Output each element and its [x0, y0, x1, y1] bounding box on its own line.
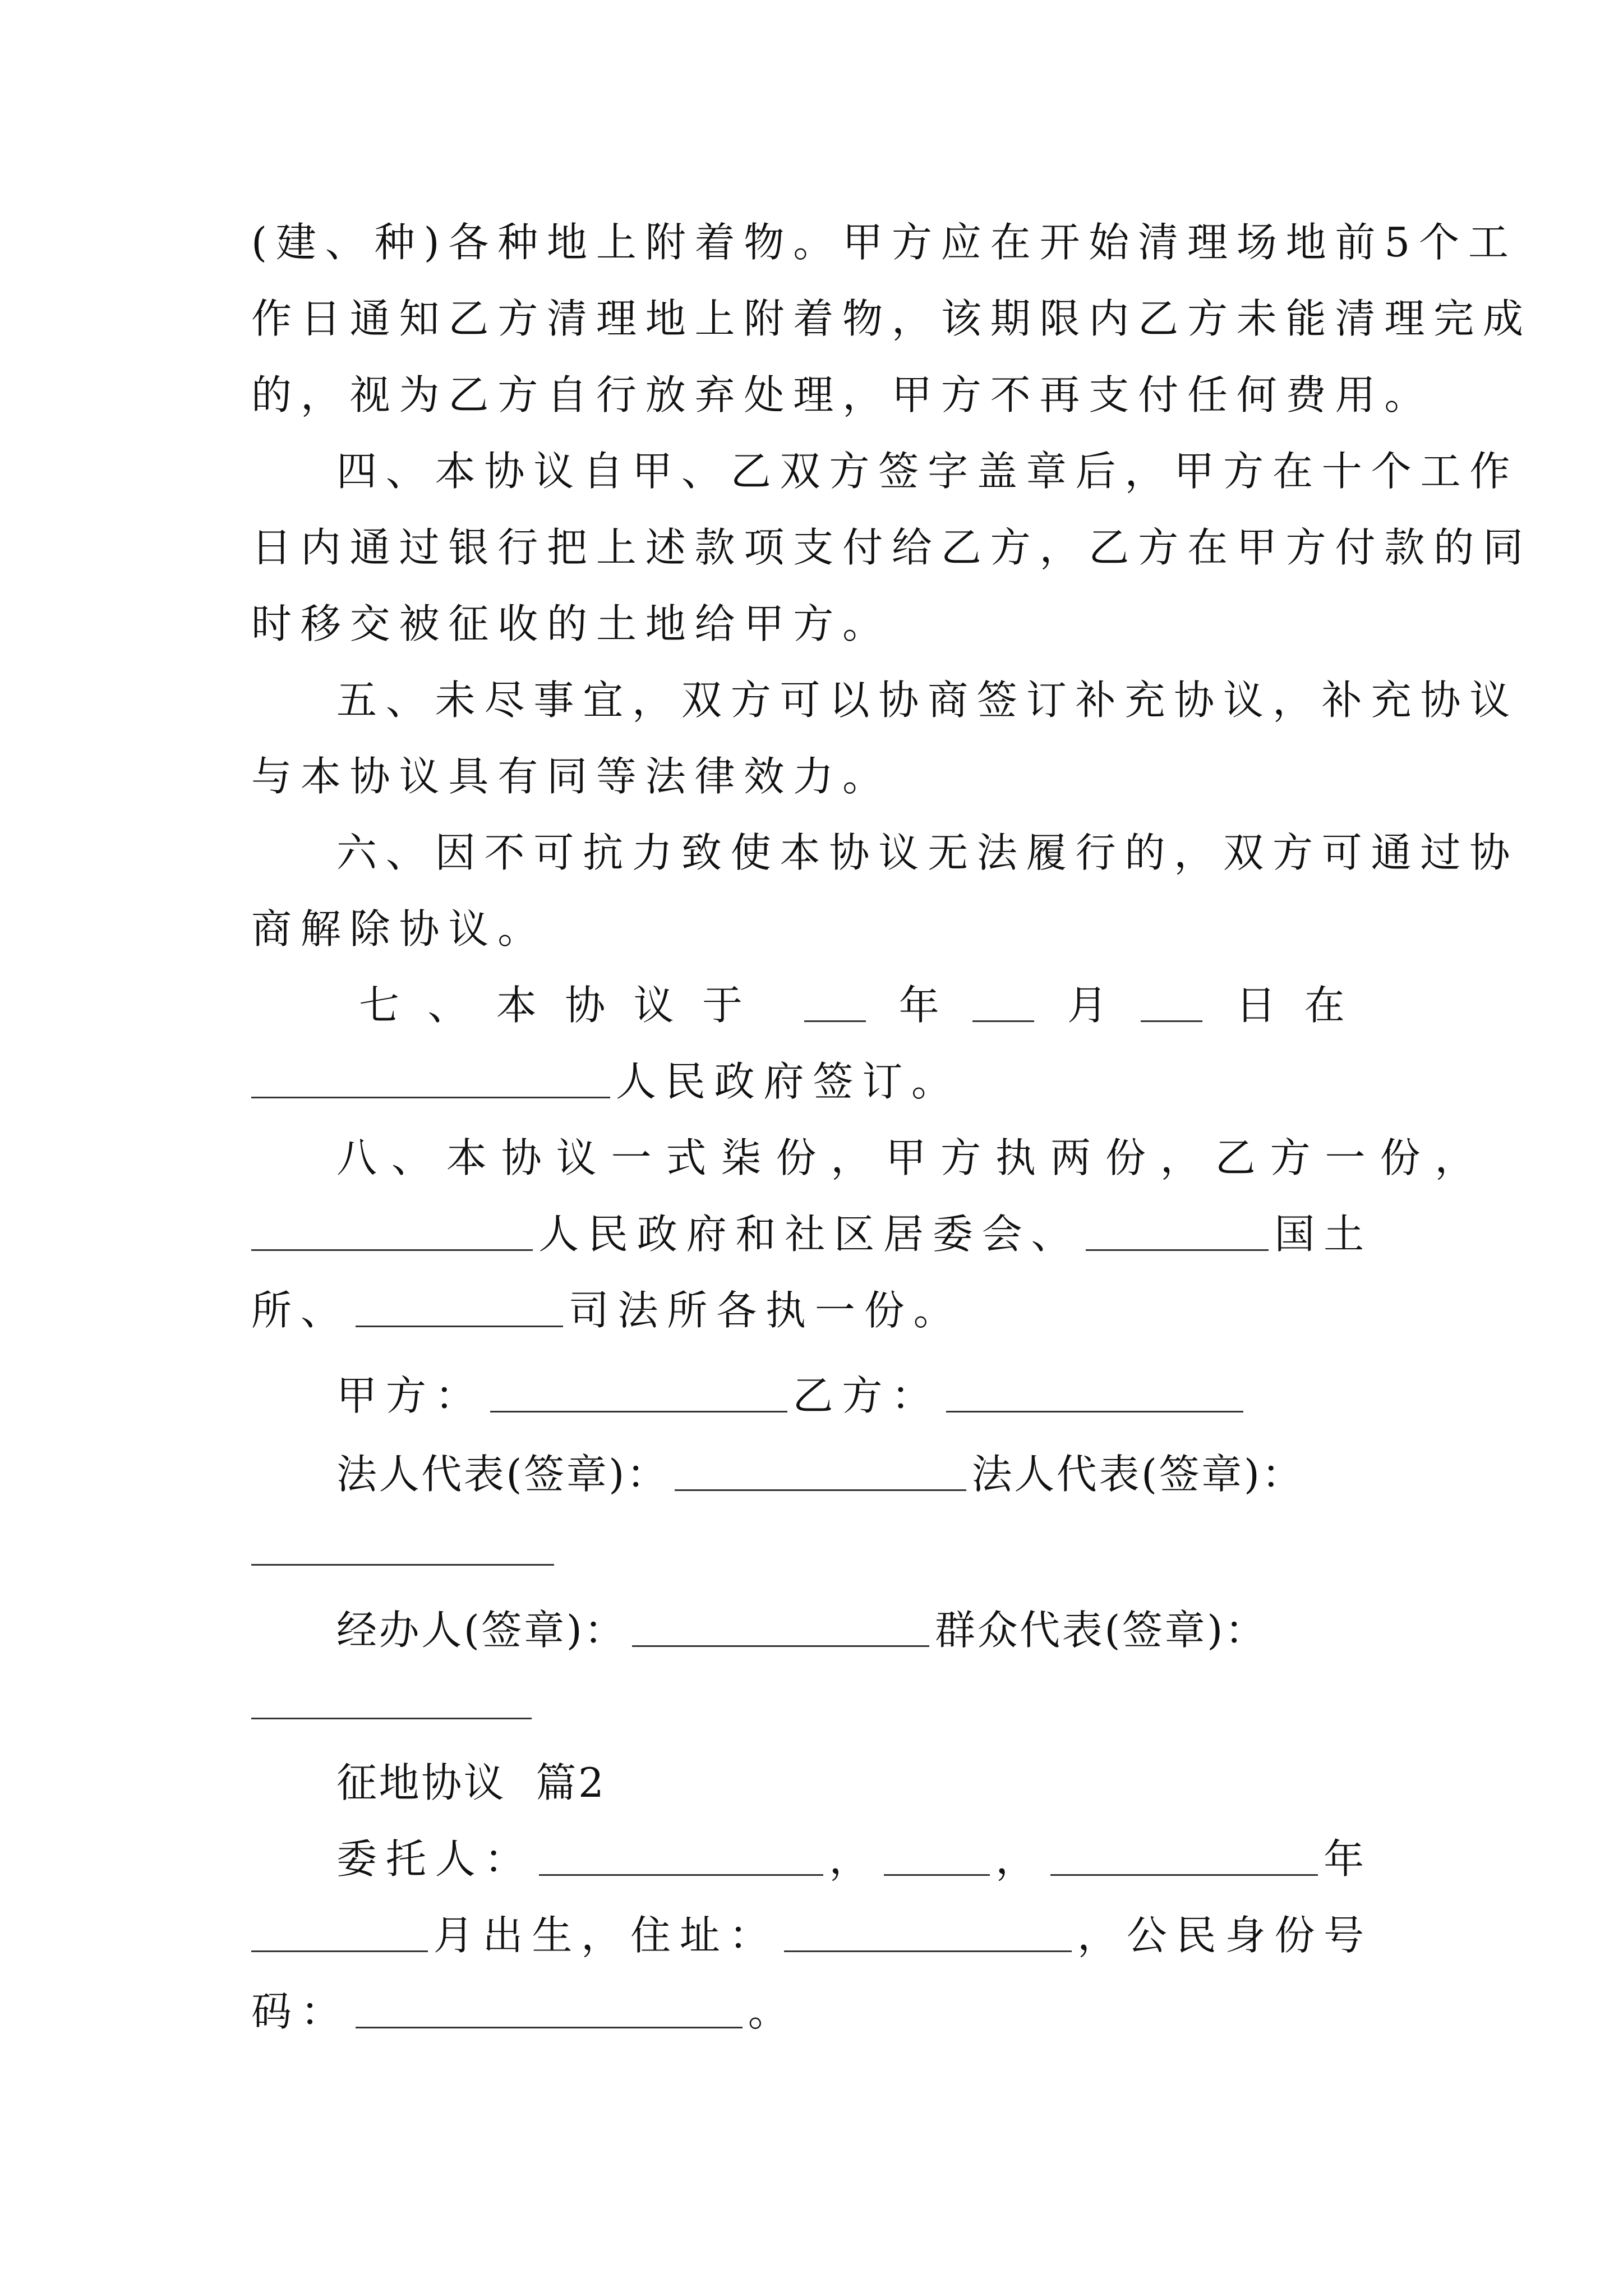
clause-5-line-1 — [336, 673, 1519, 727]
section-2-title — [336, 1756, 1373, 1810]
party-a-blank — [490, 1411, 787, 1412]
clause-8-line-3 — [251, 1283, 1373, 1337]
text-line — [251, 292, 1532, 346]
government-blank — [251, 1097, 610, 1098]
legal-rep-b-blank — [251, 1564, 554, 1566]
legal-rep-b-label: 法人代表(签章)： — [971, 1451, 1304, 1498]
text-segment: 时移交被征收的土地给甲方。 — [251, 600, 892, 647]
year-blank — [804, 1020, 866, 1022]
clause-6-line-1 — [336, 826, 1519, 880]
handler-label: 经办人(签章)： — [336, 1607, 626, 1654]
birth-year-blank — [1050, 1874, 1318, 1876]
comma: ， — [995, 1835, 1045, 1883]
justice-office-blank — [356, 1326, 563, 1327]
party-a-label: 甲方： — [336, 1372, 485, 1419]
entrust-line-1 — [336, 1832, 1373, 1886]
text-line — [251, 368, 1434, 422]
public-rep-blank — [251, 1718, 532, 1719]
text-segment: (建、种)各种地上附着物。甲方应在开始清理场地前5个工 — [251, 219, 1518, 266]
text-segment: 作日通知乙方清理地上附着物，该期限内乙方未能清理完成 — [251, 295, 1532, 342]
address-blank — [784, 1950, 1072, 1952]
text-segment: 五、未尽事宜，双方可以协商签订补充协议，补充协议 — [336, 677, 1519, 724]
year-label: 年 — [898, 982, 939, 1029]
text-line — [251, 215, 1518, 269]
text-segment: 的，视为乙方自行放弃处理，甲方不再支付任何费用。 — [251, 371, 1434, 418]
month-blank — [972, 1020, 1034, 1022]
comma: ， — [829, 1835, 879, 1883]
id-number-blank — [356, 2027, 743, 2028]
clause-4-line-1 — [336, 444, 1519, 498]
text-segment: 人民政府和社区居委会、 — [538, 1211, 1081, 1258]
section-2-title-text: 征地协议 篇2 — [336, 1759, 606, 1806]
text-segment: 人民政府签订。 — [616, 1058, 961, 1105]
birth-address-label: 月出生，住址： — [433, 1912, 778, 1959]
clause-5-line-2 — [251, 749, 1373, 803]
public-rep-label: 群众代表(签章)： — [934, 1607, 1267, 1654]
clause-4-line-3 — [251, 597, 1373, 651]
entrust-line-3 — [251, 1985, 1373, 2039]
signature-legal-reps — [336, 1447, 1373, 1501]
day-blank — [1141, 1020, 1202, 1022]
clause-8-line-2 — [251, 1207, 1373, 1261]
period: 。 — [748, 1988, 797, 2035]
clause-4-line-2 — [251, 521, 1532, 574]
party-b-blank — [946, 1411, 1243, 1412]
government-blank — [251, 1249, 533, 1251]
clause-6-line-2 — [251, 902, 1373, 956]
signature-handlers — [336, 1603, 1373, 1657]
gender-blank — [884, 1874, 990, 1876]
code-label: 码： — [251, 1988, 350, 2035]
day-at-label: 日在 — [1235, 982, 1373, 1029]
legal-rep-a-label: 法人代表(签章)： — [336, 1451, 669, 1498]
text-segment: 商解除协议。 — [251, 905, 547, 953]
party-b-label: 乙方： — [792, 1372, 941, 1419]
clause-8-line-1 — [336, 1131, 1490, 1185]
text-segment: 国土 — [1274, 1211, 1373, 1258]
text-segment: 六、因不可抗力致使本协议无法履行的，双方可通过协 — [336, 829, 1519, 876]
text-segment: 八、本协议一式柒份，甲方执两份，乙方一份， — [336, 1134, 1490, 1181]
text-segment: 所、 — [251, 1287, 350, 1334]
entrust-line-2 — [251, 1908, 1373, 1962]
text-segment: 四、本协议自甲、乙双方签字盖章后，甲方在十个工作 — [336, 448, 1519, 495]
month-label: 月 — [1067, 982, 1108, 1029]
land-office-blank — [1086, 1249, 1269, 1251]
handler-blank — [632, 1645, 929, 1647]
id-label: ，公民身份号 — [1077, 1912, 1373, 1959]
clause-7-prefix: 七、本协议于 — [359, 982, 771, 1029]
year-label: 年 — [1324, 1835, 1373, 1883]
signature-parties — [336, 1369, 1373, 1423]
text-segment: 日内通过银行把上述款项支付给乙方，乙方在甲方付款的同 — [251, 524, 1532, 571]
birth-month-blank — [251, 1950, 428, 1952]
clause-7-line-2 — [251, 1055, 1373, 1108]
entrust-name-blank — [539, 1874, 823, 1876]
entrust-label: 委托人： — [336, 1835, 534, 1883]
clause-7-line-1 — [359, 978, 1373, 1032]
text-segment: 司法所各执一份。 — [568, 1287, 963, 1334]
legal-rep-a-blank — [675, 1489, 966, 1491]
text-segment: 与本协议具有同等法律效力。 — [251, 753, 892, 800]
